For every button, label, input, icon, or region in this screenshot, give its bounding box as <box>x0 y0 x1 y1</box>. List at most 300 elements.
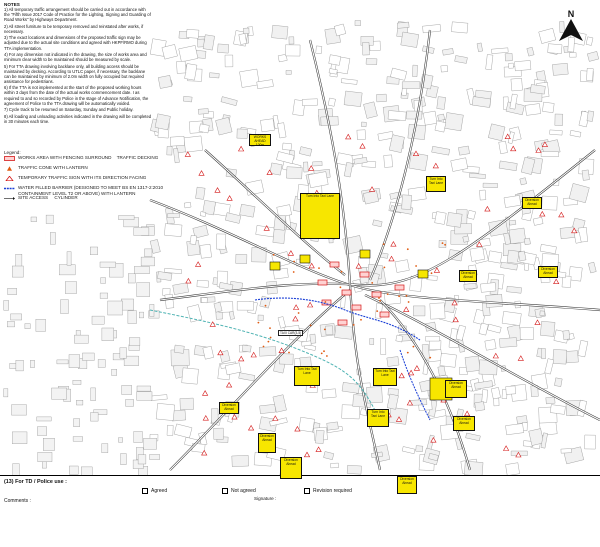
building-block <box>342 405 360 419</box>
traffic-sign-marker <box>504 446 509 451</box>
building-block <box>402 447 415 454</box>
building-block <box>216 234 225 249</box>
traffic-sign-marker <box>518 356 523 361</box>
comments-label: Comments : <box>4 498 31 504</box>
building-block <box>11 314 22 320</box>
building-block <box>515 60 531 70</box>
building-block <box>203 346 214 359</box>
building-block <box>402 82 420 89</box>
building-block <box>467 210 476 219</box>
building-block <box>173 283 189 295</box>
building-block <box>190 235 197 244</box>
building-block <box>174 424 192 438</box>
building-block <box>91 388 96 401</box>
building-block <box>586 37 593 46</box>
building-block <box>541 152 559 157</box>
traffic-sign-marker <box>249 426 254 431</box>
building-block <box>134 432 143 443</box>
building-block <box>303 162 308 172</box>
building-block <box>507 286 522 293</box>
building-block <box>545 359 554 374</box>
building-block <box>464 283 476 289</box>
building-block <box>341 79 357 85</box>
building-block <box>480 190 486 200</box>
building-block <box>429 340 441 350</box>
note-item: 5) For TTA drawing involving backlane only, all building access should be maintained by decking. According to UTLC paper, if necessary, the backlane can be maintained by minimum of 2.0m width on fully occupied but required assistance for pedestrians. <box>4 63 146 84</box>
building-block <box>196 187 206 199</box>
building-block <box>450 329 457 340</box>
cone-marker <box>324 329 326 331</box>
legend-row-site-access <box>4 195 164 205</box>
building-block <box>151 395 168 401</box>
building-block <box>546 397 555 404</box>
building-block <box>240 69 260 87</box>
building-block <box>331 463 339 468</box>
building-block <box>561 449 572 454</box>
cone-marker <box>326 355 328 357</box>
building-block <box>100 293 108 298</box>
building-block <box>377 94 387 102</box>
sign-panel: Diversion Ahead <box>538 266 558 278</box>
building-block <box>456 325 466 340</box>
td-police-approval-box <box>0 475 600 547</box>
option-label: Agreed <box>151 488 168 494</box>
cone-marker <box>269 327 271 329</box>
building-block <box>344 91 362 107</box>
building-block <box>46 215 53 223</box>
building-block <box>237 301 254 310</box>
building-block <box>164 224 182 237</box>
traffic-sign-marker <box>391 242 396 247</box>
building-block <box>180 398 194 410</box>
building-block <box>486 55 493 70</box>
building-block <box>167 425 173 435</box>
building-block <box>438 366 446 376</box>
building-block <box>197 280 209 287</box>
note-item: 1) All temporary traffic arrangement should be carried out in accordance with the "Fifth Issue 2017 Code of Practice for the Lighting, Signing and Guarding of Road Works" by Highways Department. <box>4 7 151 23</box>
building-block <box>61 300 69 314</box>
building-block <box>129 338 140 346</box>
building-block <box>370 338 374 344</box>
building-block <box>30 360 34 367</box>
legend-row-barrier <box>4 185 164 195</box>
building-block <box>76 400 83 405</box>
cone-marker <box>340 286 342 288</box>
traffic-sign-marker <box>239 146 244 151</box>
building-block <box>327 422 339 430</box>
building-block <box>31 217 37 222</box>
building-block <box>492 48 509 54</box>
building-block <box>286 70 291 74</box>
cone-marker <box>265 305 267 307</box>
building-block <box>455 56 468 64</box>
building-block <box>102 444 108 453</box>
building-block <box>65 282 76 294</box>
building-block <box>380 339 385 355</box>
building-block <box>126 400 134 407</box>
building-block <box>407 111 422 119</box>
building-block <box>242 345 251 352</box>
cone-marker <box>429 357 431 359</box>
building-block <box>98 360 105 368</box>
building-block <box>423 24 441 32</box>
building-block <box>463 236 469 242</box>
traffic-sign-marker <box>288 251 293 256</box>
building-block <box>328 98 335 106</box>
cone-marker <box>325 301 327 303</box>
legend-row-cone <box>4 165 164 175</box>
building-block <box>69 466 78 474</box>
building-block <box>540 311 545 316</box>
building-block <box>203 35 215 50</box>
building-block <box>260 404 276 413</box>
building-block <box>182 368 199 384</box>
sign-panel: Diversion Ahead <box>453 416 475 431</box>
building-block <box>277 123 286 138</box>
building-block <box>38 452 52 461</box>
notes-title: NOTES <box>4 2 20 7</box>
building-block <box>491 387 500 399</box>
building-block <box>458 146 469 155</box>
option-not-agreed[interactable] <box>222 488 256 494</box>
building-block <box>302 99 317 106</box>
building-block <box>243 28 249 34</box>
building-block <box>355 21 361 26</box>
traffic-sign-marker <box>199 171 204 176</box>
building-block <box>586 68 593 81</box>
building-block <box>229 311 234 319</box>
building-block <box>438 114 445 121</box>
building-block <box>92 316 104 324</box>
building-block <box>144 438 157 449</box>
td-form-title: (13) For TD / Police use : <box>4 479 67 485</box>
cone-marker <box>298 312 300 314</box>
building-block <box>430 303 445 319</box>
building-block <box>198 108 208 114</box>
building-block <box>487 324 501 333</box>
building-block <box>16 254 22 267</box>
building-block <box>285 45 300 56</box>
building-block <box>259 347 276 357</box>
building-block <box>389 407 408 424</box>
sign-marker <box>418 270 428 278</box>
building-block <box>397 22 409 28</box>
legend-label: TEMPORARY TRAFFIC SIGN WITH ITS DIRECTION FACING <box>18 175 147 181</box>
building-block <box>118 438 122 443</box>
building-block <box>74 419 80 427</box>
building-block <box>167 213 179 217</box>
traffic-sign-marker <box>535 320 540 325</box>
building-block <box>361 122 366 127</box>
building-block <box>502 311 521 325</box>
cone-marker <box>407 352 409 354</box>
building-block <box>12 432 27 444</box>
option-label: Revision required <box>313 488 352 494</box>
building-block <box>367 386 383 403</box>
legend-label-extra: CYLINDER <box>54 195 78 201</box>
building-block <box>329 55 341 66</box>
building-block <box>145 249 153 257</box>
north-arrow-icon <box>556 8 586 42</box>
building-block <box>548 44 562 54</box>
building-block <box>119 216 135 220</box>
traffic-sign-marker <box>239 356 244 361</box>
building-block <box>69 355 80 368</box>
works-area <box>372 292 381 297</box>
building-block <box>176 61 186 73</box>
building-block <box>402 195 412 210</box>
building-block <box>218 44 229 53</box>
legend-row-works-area <box>4 155 164 165</box>
cone-marker <box>378 297 380 299</box>
building-block <box>315 430 324 443</box>
building-block <box>499 161 517 171</box>
traffic-sign-marker <box>434 268 439 273</box>
building-block <box>232 455 249 466</box>
cone-marker <box>321 353 323 355</box>
cone-marker <box>288 352 290 354</box>
building-block <box>90 247 98 255</box>
building-block <box>364 102 378 119</box>
cone-marker <box>431 272 433 274</box>
works-area <box>380 312 389 317</box>
traffic-sign-marker <box>540 212 545 217</box>
building-block <box>12 405 27 415</box>
building-block <box>184 136 203 152</box>
callout-label: TAXI CAR(3-5) <box>280 331 302 335</box>
building-block <box>587 51 598 61</box>
building-block <box>128 311 137 324</box>
cone-marker <box>341 271 343 273</box>
traffic-sign-marker <box>360 144 365 149</box>
building-block <box>483 183 498 188</box>
building-block <box>4 301 9 311</box>
building-block <box>326 326 333 335</box>
cone-marker <box>383 243 385 245</box>
building-block <box>347 465 361 474</box>
building-block <box>322 389 336 398</box>
traffic-sign-marker <box>433 163 438 168</box>
building-block <box>239 373 255 381</box>
sign-panel: Turn Into Taxi Lane <box>294 366 320 386</box>
building-block <box>272 25 288 39</box>
building-block <box>485 339 496 350</box>
building-block <box>179 45 198 62</box>
note-item: 7) Cycle track to be resumed on Saturday, Sunday and Public holiday. <box>4 107 134 113</box>
building-block <box>362 42 369 55</box>
cone-marker <box>273 254 275 256</box>
building-block <box>504 195 521 207</box>
building-block <box>481 283 496 293</box>
traffic-sign-marker <box>554 279 559 284</box>
building-block <box>134 267 149 274</box>
building-block <box>582 170 589 181</box>
building-block <box>214 428 224 439</box>
building-block <box>366 58 377 64</box>
building-block <box>550 405 565 415</box>
traffic-sign-marker <box>414 366 419 371</box>
option-agreed[interactable] <box>142 488 167 494</box>
building-block <box>416 446 423 452</box>
building-block <box>373 220 383 227</box>
building-block <box>542 254 559 267</box>
building-block <box>236 254 247 263</box>
building-block <box>167 146 172 155</box>
building-block <box>156 403 175 420</box>
cone-marker <box>398 295 400 297</box>
building-block <box>112 369 117 375</box>
building-block <box>137 386 151 391</box>
building-block <box>37 417 52 421</box>
sign-marker <box>300 255 310 263</box>
building-block <box>50 233 55 245</box>
building-block <box>570 53 577 58</box>
building-block <box>216 117 233 135</box>
traffic-sign-marker <box>186 279 191 284</box>
building-block <box>412 65 417 77</box>
building-block <box>509 63 514 68</box>
cone-marker <box>310 325 312 327</box>
building-block <box>477 43 483 52</box>
works-area <box>352 305 361 310</box>
traffic-sign-marker <box>203 391 208 396</box>
cone-marker <box>360 319 362 321</box>
building-block <box>432 146 450 155</box>
building-block <box>520 178 527 185</box>
building-block <box>299 147 312 157</box>
building-block <box>566 351 579 363</box>
sign-panel: Diversion Ahead <box>522 197 542 209</box>
building-block <box>316 46 322 54</box>
cone-marker <box>268 341 270 343</box>
building-block <box>539 28 556 43</box>
building-block <box>466 433 481 441</box>
traffic-sign-marker <box>304 452 309 457</box>
checkbox[interactable] <box>304 488 310 494</box>
legend-row-sign <box>4 175 164 185</box>
building-block <box>199 124 209 133</box>
building-block <box>427 275 438 280</box>
works-area <box>318 280 327 285</box>
works-area <box>395 285 404 290</box>
north-label: N <box>567 9 575 19</box>
building-block <box>74 335 88 343</box>
building-block <box>388 111 406 121</box>
building-block <box>138 455 146 464</box>
building-block <box>121 454 127 465</box>
building-block <box>150 455 160 460</box>
cone-marker <box>323 350 325 352</box>
building-block <box>469 173 485 179</box>
building-block <box>128 274 135 283</box>
traffic-sign-marker <box>309 166 314 171</box>
building-block <box>451 22 468 33</box>
sign-panel: Diversion Ahead <box>258 433 276 453</box>
building-block <box>121 299 134 310</box>
option-revision-required[interactable] <box>304 488 352 494</box>
building-block <box>282 143 291 150</box>
building-block <box>550 130 563 135</box>
building-block <box>240 204 255 217</box>
traffic-sign-marker <box>409 370 414 375</box>
building-block <box>479 360 498 375</box>
building-block <box>209 73 219 78</box>
building-block <box>257 80 274 89</box>
building-block <box>554 378 562 387</box>
note-item: 2) All street furniture to be temporary removed and reinstated after works, if necessary. <box>4 23 144 34</box>
cone-marker <box>444 244 446 246</box>
site-access-icon <box>4 196 15 201</box>
building-block <box>540 321 555 336</box>
building-block <box>396 335 403 342</box>
traffic-sign-marker <box>210 322 215 327</box>
building-block <box>470 247 485 261</box>
traffic-sign-marker <box>227 196 232 201</box>
building-block <box>552 63 568 75</box>
building-block <box>488 124 505 141</box>
building-block <box>506 386 516 395</box>
building-block <box>4 389 8 397</box>
building-block <box>165 294 174 308</box>
traffic-sign-marker <box>203 416 208 421</box>
building-block <box>237 129 248 139</box>
building-block <box>509 220 516 225</box>
building-block <box>479 323 488 335</box>
building-block <box>524 238 530 245</box>
building-block <box>137 283 150 297</box>
sign-panel: Turn Into Taxi Lane <box>300 193 340 239</box>
building-block <box>12 266 23 277</box>
building-block <box>108 301 123 315</box>
traffic-sign-marker <box>227 383 232 388</box>
legend-label: SITE ACCESS <box>18 195 49 201</box>
building-block <box>221 97 237 106</box>
building-block <box>499 141 508 154</box>
building-block <box>440 353 457 367</box>
checkbox[interactable] <box>222 488 228 494</box>
building-block <box>155 114 170 130</box>
sign-panel: Diversion Ahead <box>280 457 302 479</box>
building-block <box>7 322 14 327</box>
building-block <box>158 75 172 88</box>
building-block <box>73 437 83 442</box>
sign-panel: Turn Into Taxi Lane <box>426 176 446 192</box>
building-block <box>200 212 206 217</box>
building-block <box>444 113 463 131</box>
cone-marker <box>415 265 417 267</box>
traffic-sign-marker <box>346 134 351 139</box>
building-block <box>139 312 143 318</box>
building-block <box>101 278 106 284</box>
building-block <box>36 319 46 331</box>
building-block <box>511 78 523 91</box>
checkbox[interactable] <box>142 488 148 494</box>
building-block <box>435 121 446 132</box>
building-block <box>83 353 95 361</box>
traffic-sign-marker <box>316 447 321 452</box>
traffic-sign-marker <box>493 353 498 358</box>
traffic-sign-icon <box>4 176 15 181</box>
building-block <box>120 348 127 358</box>
building-block <box>286 167 302 179</box>
cone-marker <box>384 267 386 269</box>
building-block <box>563 330 570 339</box>
legend-panel <box>4 150 164 205</box>
building-block <box>413 306 425 316</box>
cone-marker <box>413 346 415 348</box>
cone-marker <box>379 300 381 302</box>
building-block <box>122 385 132 394</box>
